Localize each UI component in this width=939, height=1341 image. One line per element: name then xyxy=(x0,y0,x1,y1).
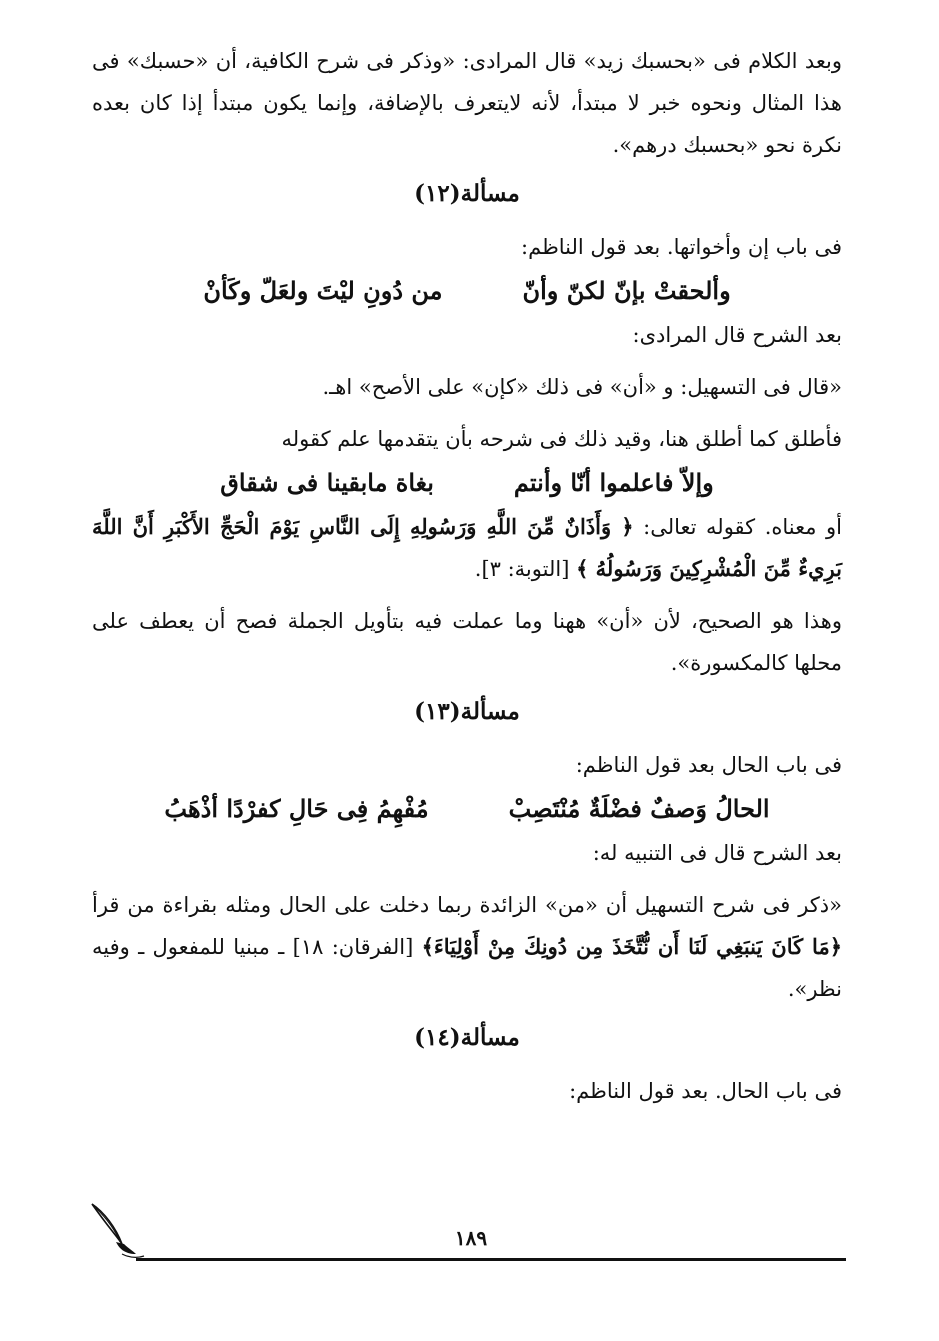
paragraph-sahih: وهذا هو الصحيح، لأن «أن» ههنا وما عملت فيه بتأويل الجملة فصح أن يعطف على محلها كالمكسورة». xyxy=(92,609,842,675)
page-body xyxy=(92,40,842,1112)
quran-reference-furqan: [الفرقان: ١٨] ـ مبنيا للمفعول ـ وفيه نظر». xyxy=(92,935,842,1001)
verse-line-3 xyxy=(92,786,842,832)
section-heading-12: مسألة(١٢) xyxy=(414,180,520,207)
section-heading-13: مسألة(١٣) xyxy=(414,698,520,725)
paragraph-bab-hal: فى باب الحال بعد قول الناظم: xyxy=(575,753,842,777)
paragraph-after-sharh-1: بعد الشرح قال المرادى: xyxy=(632,323,842,347)
quran-reference-tawba: [التوبة: ٣]. xyxy=(474,557,577,581)
quran-verse-tawba: ﴿ وَأَذَانٌ مِّنَ اللَّهِ وَرَسُولِهِ إِلَى النَّاسِ يَوْمَ الْحَجِّ الأَكْبَرِ أَنَّ اللَّهَ بَرِيءٌ مِّنَ الْمُشْرِكِينَ وَرَسُولُهُ ﴾ xyxy=(92,514,842,581)
paragraph-atlaq: فأطلق كما أطلق هنا، وقيد ذلك فى شرحه بأن يتقدمها علم كقوله xyxy=(281,427,842,451)
paragraph-tashil-quote: «قال فى التسهيل: و «أن» فى ذلك «كإن» على الأصح» اهـ. xyxy=(322,375,842,399)
paragraph-intro: وبعد الكلام فى «بحسبك زيد» قال المرادى: «وذكر فى شرح الكافية، أن «حسبك» فى هذا المثال ونحوه خبر لا مبتدأ، لأنه لايتعرف بالإضافة، وإنما يكون مبتدأ إذا كان بعده نكرة نحو «بحسبك درهم». xyxy=(92,49,842,157)
footer-rule xyxy=(136,1258,846,1261)
page-number: ١٨٩ xyxy=(454,1226,488,1250)
paragraph-furqan xyxy=(92,884,842,1010)
page-footer xyxy=(96,1228,846,1268)
verse-3-second-hemistich: مُفْهِمُ فِى حَالِ كفرْدًا أذْهَبُ xyxy=(164,794,429,823)
verse-3-first-hemistich: الحالُ وَصفٌ فضْلَةٌ مُنْتَصِبْ xyxy=(508,794,770,823)
section-heading-14: مسألة(١٤) xyxy=(414,1024,520,1051)
verse-2-second-hemistich: بغاة مابقينا فى شقاق xyxy=(220,468,434,497)
text-span: «ذكر فى شرح التسهيل أن «من» الزائدة ربما دخلت على الحال ومثله بقراءة من قرأ xyxy=(92,893,842,917)
text-span: أو معناه. كقوله تعالى: xyxy=(633,515,843,539)
verse-2-first-hemistich: وإلاّ فاعلموا أنّا وأنتم xyxy=(513,468,714,497)
verse-1-second-hemistich: من دُونِ ليْتَ ولعَلّ وكَأنْ xyxy=(203,276,443,305)
paragraph-after-sharh-2: بعد الشرح قال فى التنبيه له: xyxy=(592,841,842,865)
verse-line-1 xyxy=(92,268,842,314)
quran-verse-furqan: ﴿مَا كَانَ يَنبَغِي لَنَا أَن نُّتَّخَذَ مِن دُونِكَ مِنْ أَوْلِيَاءَ﴾ xyxy=(421,934,842,959)
paragraph-bab-hal-2: فى باب الحال. بعد قول الناظم: xyxy=(569,1079,842,1103)
paragraph-quran-tawba xyxy=(92,506,842,590)
paragraph-bab-inna: فى باب إن وأخواتها. بعد قول الناظم: xyxy=(521,235,842,259)
verse-line-2 xyxy=(92,460,842,506)
verse-1-first-hemistich: وألحقتْ بإنّ لكنّ وأنّ xyxy=(522,276,731,305)
